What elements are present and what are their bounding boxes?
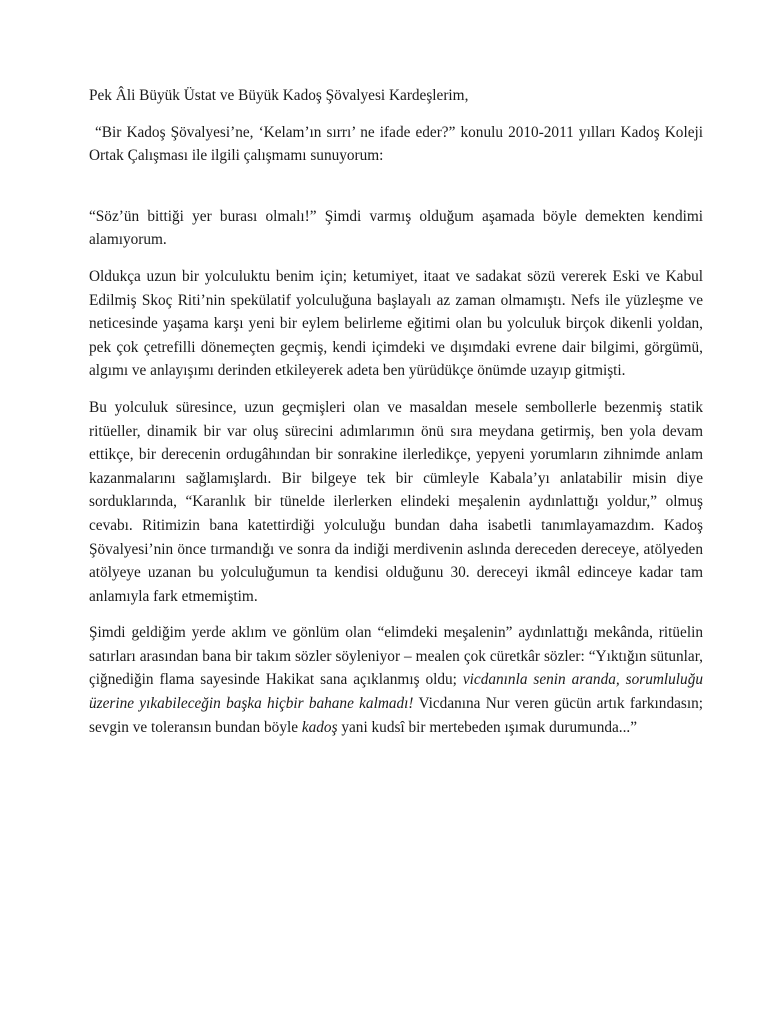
paragraph-4-italic-kados: kadoş	[301, 718, 338, 736]
paragraph-1: “Söz’ün bittiği yer burası olmalı!” Şimdi varmış olduğum aşamada böyle demekten kendimi alamıyorum.	[89, 207, 703, 249]
paragraph-4-part-a: Şimdi geldiğim yerde aklım ve gönlüm olan “elimdeki meşalenin” aydınlattığı mekânda, ritüelin satırları arasından bana bir takım sözler söyleniyor – mealen çok cüretkâr sözler: “Yıktığın sütunlar, çiğnediğin flama sayesinde Hakikat sana açıklanmış oldu;	[89, 624, 703, 689]
paragraph-4-italic: vicdanınla senin aranda, sorumluluğu üzerine yıkabileceğin başka hiçbir bahane kalmadı!	[89, 671, 703, 713]
paragraph-4-part-b: Vicdanına Nur veren gücün artık farkındasın; sevgin ve toleransın bundan böyle	[89, 695, 703, 736]
salutation: Pek Âli Büyük Üstat ve Büyük Kadoş Şövalyesi Kardeşlerim,	[89, 87, 469, 104]
document-page	[89, 84, 703, 752]
paragraph-4	[89, 621, 703, 739]
paragraph-2: Oldukça uzun bir yolculuktu benim için; ketumiyet, itaat ve sadakat sözü vererek Eski ve Kabul Edilmiş Skoç Riti’nin spekülatif yolculuğuna başlayalı az zaman olmamıştı. Nefs ile yüzleşme ve neticesinde yaşama karşı yeni bir eylem belirleme eğitimi olan bu yolculuk birçok dikenli yoldan, pek çok çetrefilli dönemeçten geçmiş, kendi içimdeki ve dışımdaki evrene dair bilgimi, görgümü, algımı ve anlayışımı derinden etkileyerek adeta ben yürüdükçe önümde uzayıp gitmişti.	[89, 267, 703, 380]
intro-paragraph: “Bir Kadoş Şövalyesi’ne, ‘Kelam’ın sırrı’ ne ifade eder?” konulu 2010-2011 yılları Kadoş Koleji Ortak Çalışması ile ilgili çalışmamı sunuyorum:	[89, 123, 703, 165]
paragraph-3: Bu yolculuk süresince, uzun geçmişleri olan ve masaldan mesele sembollerle bezenmiş statik ritüeller, dinamik bir var oluş sürecini adımlarımın önü sıra meydana getirmiş, ben yola devam ettikçe, bir derecenin ordugâhından bir sonrakine ilerledikçe, yepyeni yorumların zihnimde anlam kazanmalarını sağlamışlardı. Bir bilgeye tek bir cümleyle Kabala’yı anlatabilir misin diye sorduklarında, “Karanlık bir tünelde ilerlerken elindeki meşalenin aydınlattığı yoldur,” olmuş cevabı. Ritimizin bana katettirdiği yolculuğu bundan daha isabetli tanımlayamazdım. Kadoş Şövalyesi’nin önce tırmandığı ve sonra da indiği merdivenin aslında dereceden dereceye, atölyeden atölyeye uzanan bu yolculuğumun ta kendisi olduğunu 30. dereceyi ikmâl edinceye kadar tam anlamıyla fark etmemiştim.	[89, 398, 703, 605]
paragraph-4-part-c: yani kudsî bir mertebeden ışımak durumunda...”	[337, 718, 638, 736]
